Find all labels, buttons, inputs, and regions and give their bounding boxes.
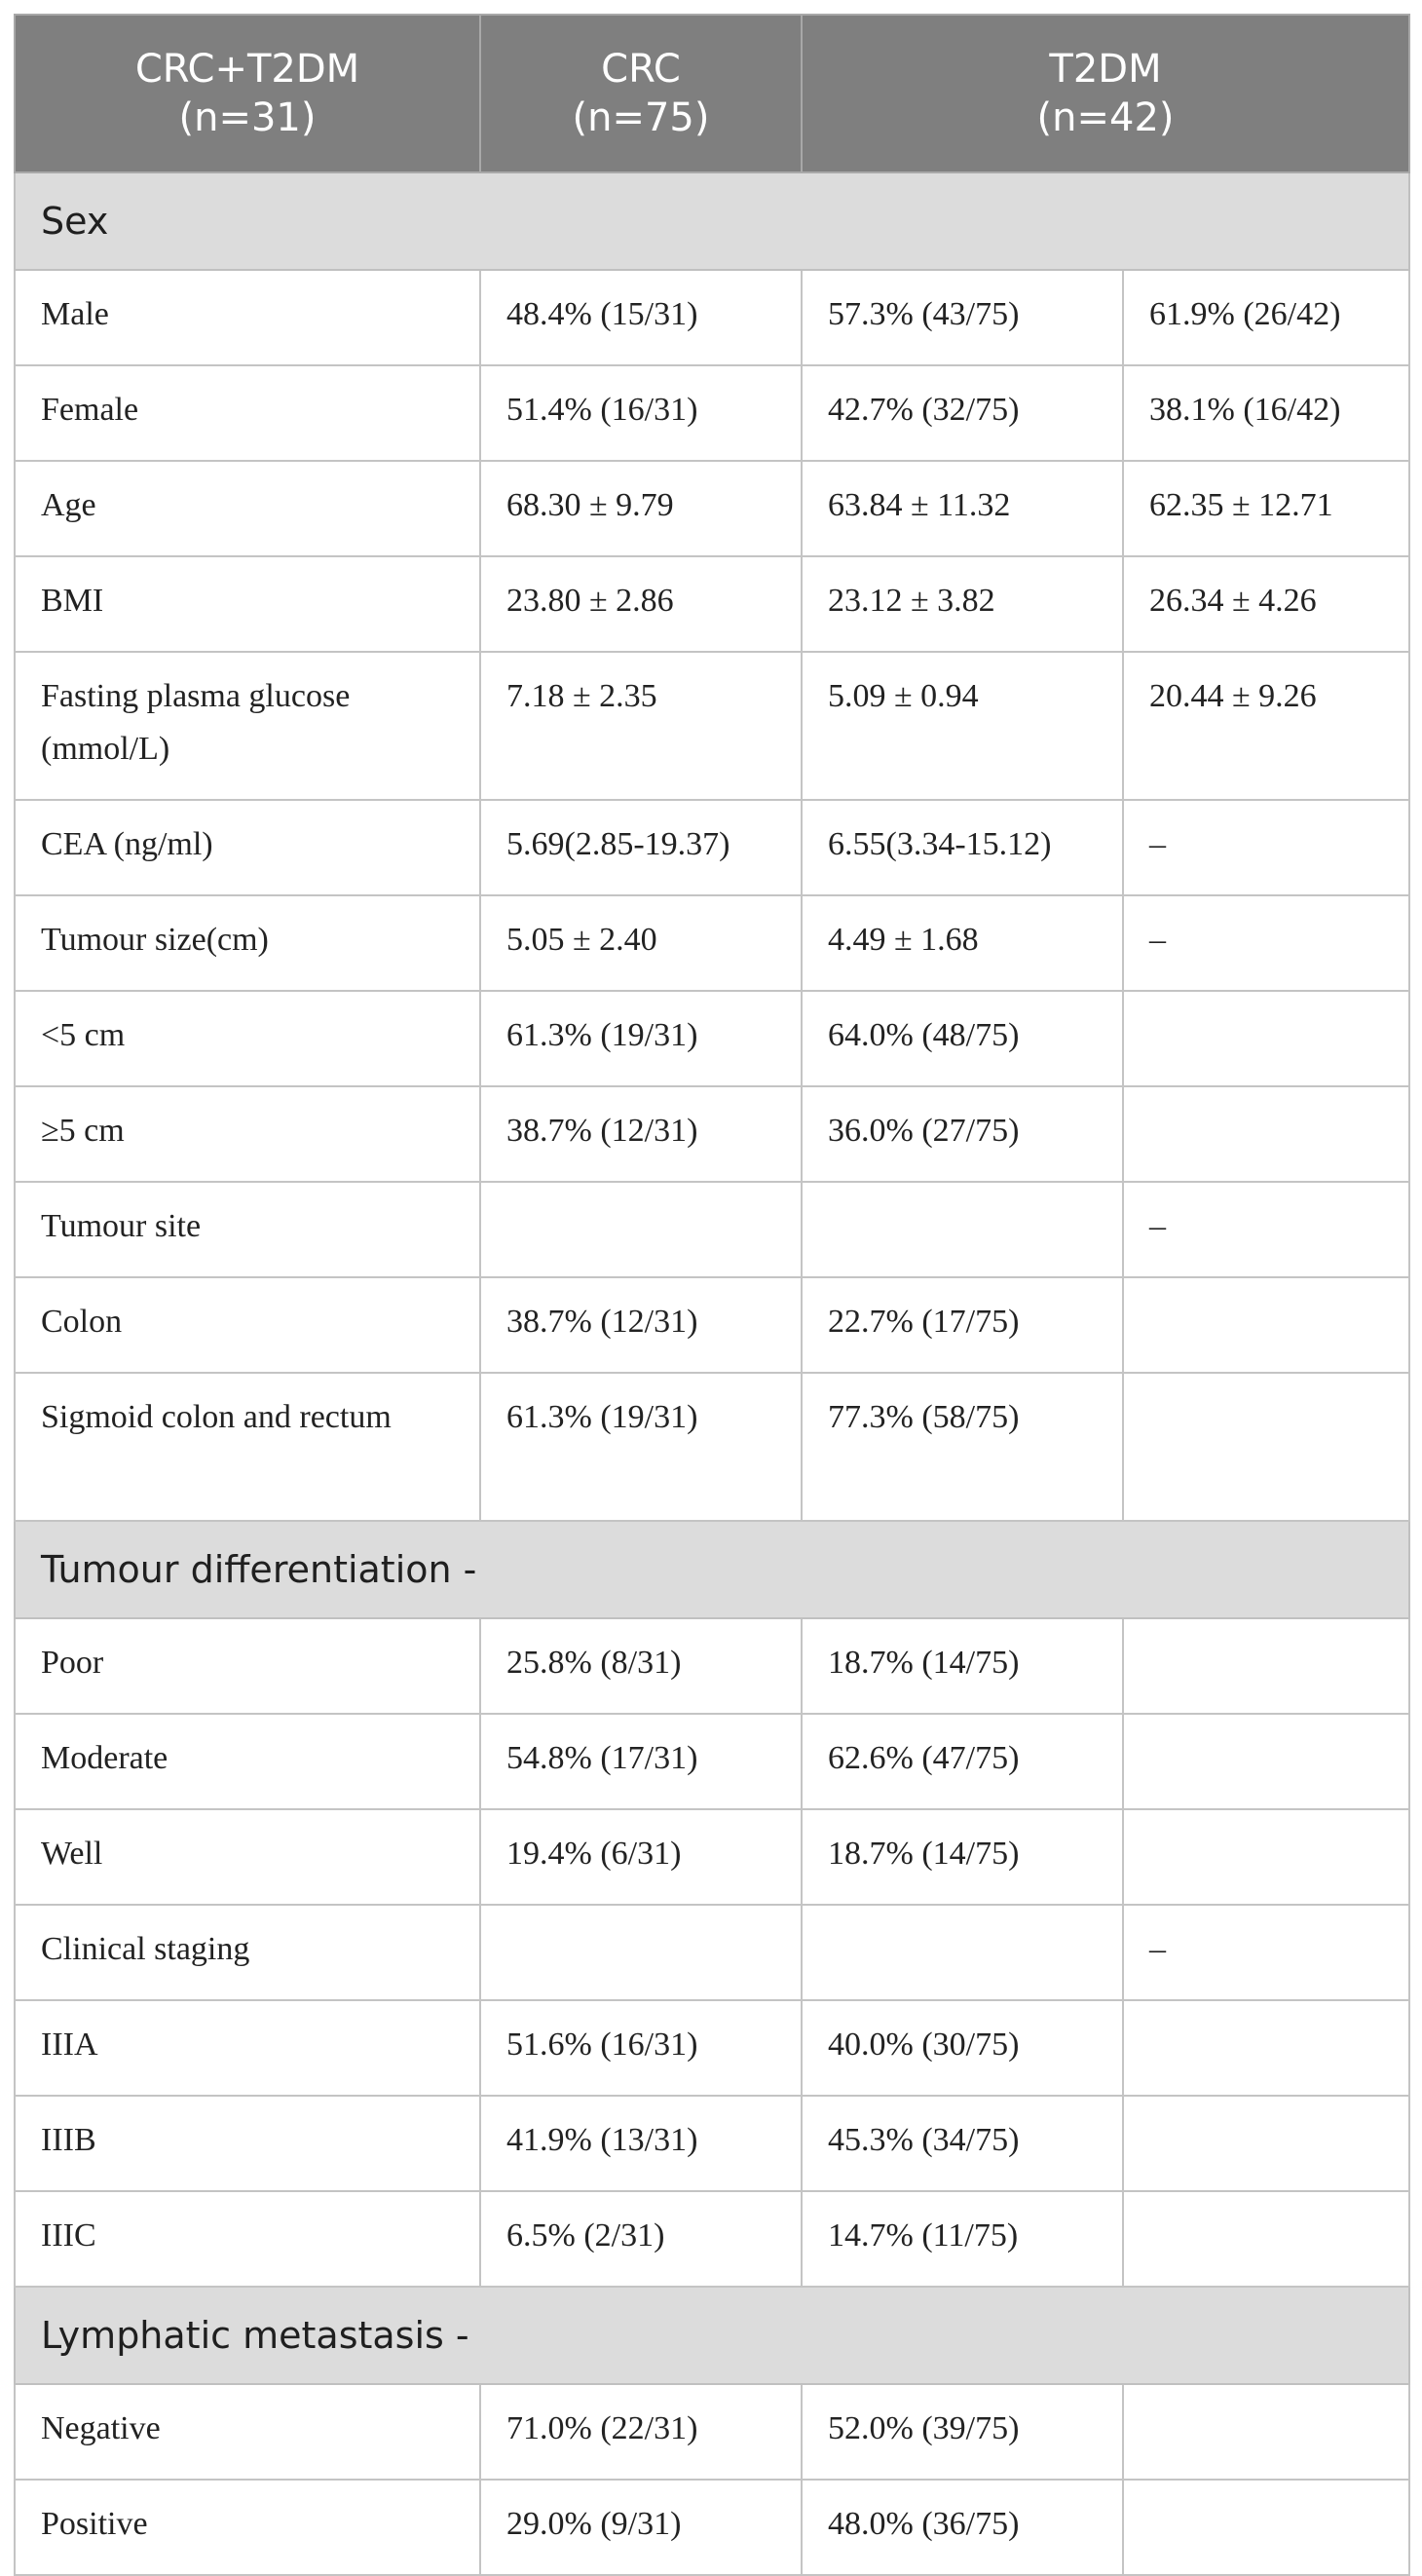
- cell-crc: 36.0% (27/75): [802, 1086, 1123, 1182]
- cell-t2dm: [1123, 991, 1409, 1086]
- table-row: [15, 1905, 1409, 2000]
- table-row: [15, 1618, 1409, 1714]
- cell-t2dm: [1123, 1809, 1409, 1905]
- cell-crc: 40.0% (30/75): [802, 2000, 1123, 2096]
- cell-t2dm: –: [1123, 800, 1409, 895]
- cell-crc: 77.3% (58/75): [802, 1373, 1123, 1521]
- cell-crc-t2dm: 48.4% (15/31): [480, 270, 802, 365]
- cell-crc: 23.12 ± 3.82: [802, 556, 1123, 652]
- cell-crc: 63.84 ± 11.32: [802, 461, 1123, 556]
- table-row: [15, 1086, 1409, 1182]
- row-label: Poor: [15, 1618, 480, 1714]
- table-row: [15, 800, 1409, 895]
- header-crc-t2dm: [15, 15, 480, 172]
- row-label: Tumour size(cm): [15, 895, 480, 991]
- table-row: [15, 652, 1409, 800]
- cell-t2dm: [1123, 1714, 1409, 1809]
- cell-crc: 18.7% (14/75): [802, 1618, 1123, 1714]
- row-label: Moderate: [15, 1714, 480, 1809]
- cell-crc-t2dm: 6.5% (2/31): [480, 2191, 802, 2287]
- cell-crc-t2dm: 51.6% (16/31): [480, 2000, 802, 2096]
- cell-t2dm: 62.35 ± 12.71: [1123, 461, 1409, 556]
- header-crc-count: (n=75): [572, 95, 710, 140]
- section-lymphatic-metastasis: [15, 2287, 1409, 2384]
- cell-crc-t2dm: 41.9% (13/31): [480, 2096, 802, 2191]
- row-label: Tumour site: [15, 1182, 480, 1277]
- cell-t2dm: –: [1123, 1905, 1409, 2000]
- table-row: [15, 461, 1409, 556]
- cell-crc: 18.7% (14/75): [802, 1809, 1123, 1905]
- cell-t2dm: 61.9% (26/42): [1123, 270, 1409, 365]
- section-label: Sex: [15, 172, 1409, 270]
- cell-crc-t2dm: 7.18 ± 2.35: [480, 652, 802, 800]
- cell-t2dm: [1123, 2096, 1409, 2191]
- cell-t2dm: [1123, 2384, 1409, 2480]
- header-crc: [480, 15, 802, 172]
- table-row: [15, 1714, 1409, 1809]
- cell-crc-t2dm: 5.05 ± 2.40: [480, 895, 802, 991]
- table-row: [15, 1809, 1409, 1905]
- row-label: Positive: [15, 2480, 480, 2575]
- table-row: [15, 365, 1409, 461]
- table-row: [15, 2191, 1409, 2287]
- cell-crc-t2dm: [480, 1905, 802, 2000]
- cell-t2dm: [1123, 1618, 1409, 1714]
- header-t2dm-label: T2DM: [1049, 47, 1162, 92]
- cell-crc: [802, 1905, 1123, 2000]
- cell-t2dm: [1123, 2480, 1409, 2575]
- table-row: [15, 1182, 1409, 1277]
- cell-crc-t2dm: 23.80 ± 2.86: [480, 556, 802, 652]
- cell-crc: 45.3% (34/75): [802, 2096, 1123, 2191]
- cell-crc-t2dm: 61.3% (19/31): [480, 1373, 802, 1521]
- cell-t2dm: [1123, 2191, 1409, 2287]
- cell-crc: [802, 1182, 1123, 1277]
- row-label: IIIC: [15, 2191, 480, 2287]
- row-label: IIIB: [15, 2096, 480, 2191]
- cell-t2dm: [1123, 1277, 1409, 1373]
- row-label: Negative: [15, 2384, 480, 2480]
- cell-crc: 42.7% (32/75): [802, 365, 1123, 461]
- cell-crc: 62.6% (47/75): [802, 1714, 1123, 1809]
- cell-t2dm: [1123, 1373, 1409, 1521]
- table-row: [15, 2000, 1409, 2096]
- row-label: Sigmoid colon and rectum: [15, 1373, 480, 1521]
- header-crc-t2dm-count: (n=31): [178, 95, 317, 140]
- table-row: [15, 991, 1409, 1086]
- table-row: [15, 2480, 1409, 2575]
- cell-t2dm: 38.1% (16/42): [1123, 365, 1409, 461]
- cell-crc: 6.55(3.34-15.12): [802, 800, 1123, 895]
- row-label: Male: [15, 270, 480, 365]
- cell-crc: 5.09 ± 0.94: [802, 652, 1123, 800]
- cell-t2dm: 26.34 ± 4.26: [1123, 556, 1409, 652]
- cell-t2dm: –: [1123, 1182, 1409, 1277]
- row-label: Fasting plasma glucose (mmol/L): [15, 652, 480, 800]
- cell-crc-t2dm: 51.4% (16/31): [480, 365, 802, 461]
- header-t2dm-count: (n=42): [1036, 95, 1175, 140]
- table-row: [15, 1373, 1409, 1521]
- cell-t2dm: 20.44 ± 9.26: [1123, 652, 1409, 800]
- header-row: [15, 15, 1409, 172]
- row-label: CEA (ng/ml): [15, 800, 480, 895]
- row-label: Age: [15, 461, 480, 556]
- section-sex: [15, 172, 1409, 270]
- table-row: [15, 556, 1409, 652]
- row-label: Well: [15, 1809, 480, 1905]
- row-label: Female: [15, 365, 480, 461]
- clinical-characteristics-table: [14, 14, 1410, 2576]
- cell-crc: 14.7% (11/75): [802, 2191, 1123, 2287]
- row-label: IIIA: [15, 2000, 480, 2096]
- table-row: [15, 895, 1409, 991]
- cell-crc-t2dm: 61.3% (19/31): [480, 991, 802, 1086]
- cell-t2dm: [1123, 2000, 1409, 2096]
- cell-crc-t2dm: 19.4% (6/31): [480, 1809, 802, 1905]
- cell-crc-t2dm: [480, 1182, 802, 1277]
- cell-crc: 4.49 ± 1.68: [802, 895, 1123, 991]
- cell-crc-t2dm: 38.7% (12/31): [480, 1277, 802, 1373]
- row-label: <5 cm: [15, 991, 480, 1086]
- header-t2dm: [802, 15, 1409, 172]
- cell-crc: 57.3% (43/75): [802, 270, 1123, 365]
- header-crc-label: CRC: [601, 47, 681, 92]
- cell-crc-t2dm: 71.0% (22/31): [480, 2384, 802, 2480]
- row-label: Clinical staging: [15, 1905, 480, 2000]
- cell-crc: 64.0% (48/75): [802, 991, 1123, 1086]
- header-crc-t2dm-label: CRC+T2DM: [134, 47, 360, 92]
- row-label: ≥5 cm: [15, 1086, 480, 1182]
- section-tumour-differentiation: [15, 1521, 1409, 1618]
- cell-t2dm: –: [1123, 895, 1409, 991]
- table-row: [15, 2096, 1409, 2191]
- cell-crc-t2dm: 5.69(2.85-19.37): [480, 800, 802, 895]
- table-row: [15, 2384, 1409, 2480]
- cell-crc-t2dm: 38.7% (12/31): [480, 1086, 802, 1182]
- cell-crc: 22.7% (17/75): [802, 1277, 1123, 1373]
- cell-crc-t2dm: 29.0% (9/31): [480, 2480, 802, 2575]
- cell-crc-t2dm: 54.8% (17/31): [480, 1714, 802, 1809]
- section-label: Lymphatic metastasis -: [15, 2287, 1409, 2384]
- row-label: BMI: [15, 556, 480, 652]
- cell-crc-t2dm: 68.30 ± 9.79: [480, 461, 802, 556]
- table-row: [15, 270, 1409, 365]
- section-label: Tumour differentiation -: [15, 1521, 1409, 1618]
- cell-crc: 52.0% (39/75): [802, 2384, 1123, 2480]
- cell-crc: 48.0% (36/75): [802, 2480, 1123, 2575]
- table-row: [15, 1277, 1409, 1373]
- cell-crc-t2dm: 25.8% (8/31): [480, 1618, 802, 1714]
- row-label: Colon: [15, 1277, 480, 1373]
- cell-t2dm: [1123, 1086, 1409, 1182]
